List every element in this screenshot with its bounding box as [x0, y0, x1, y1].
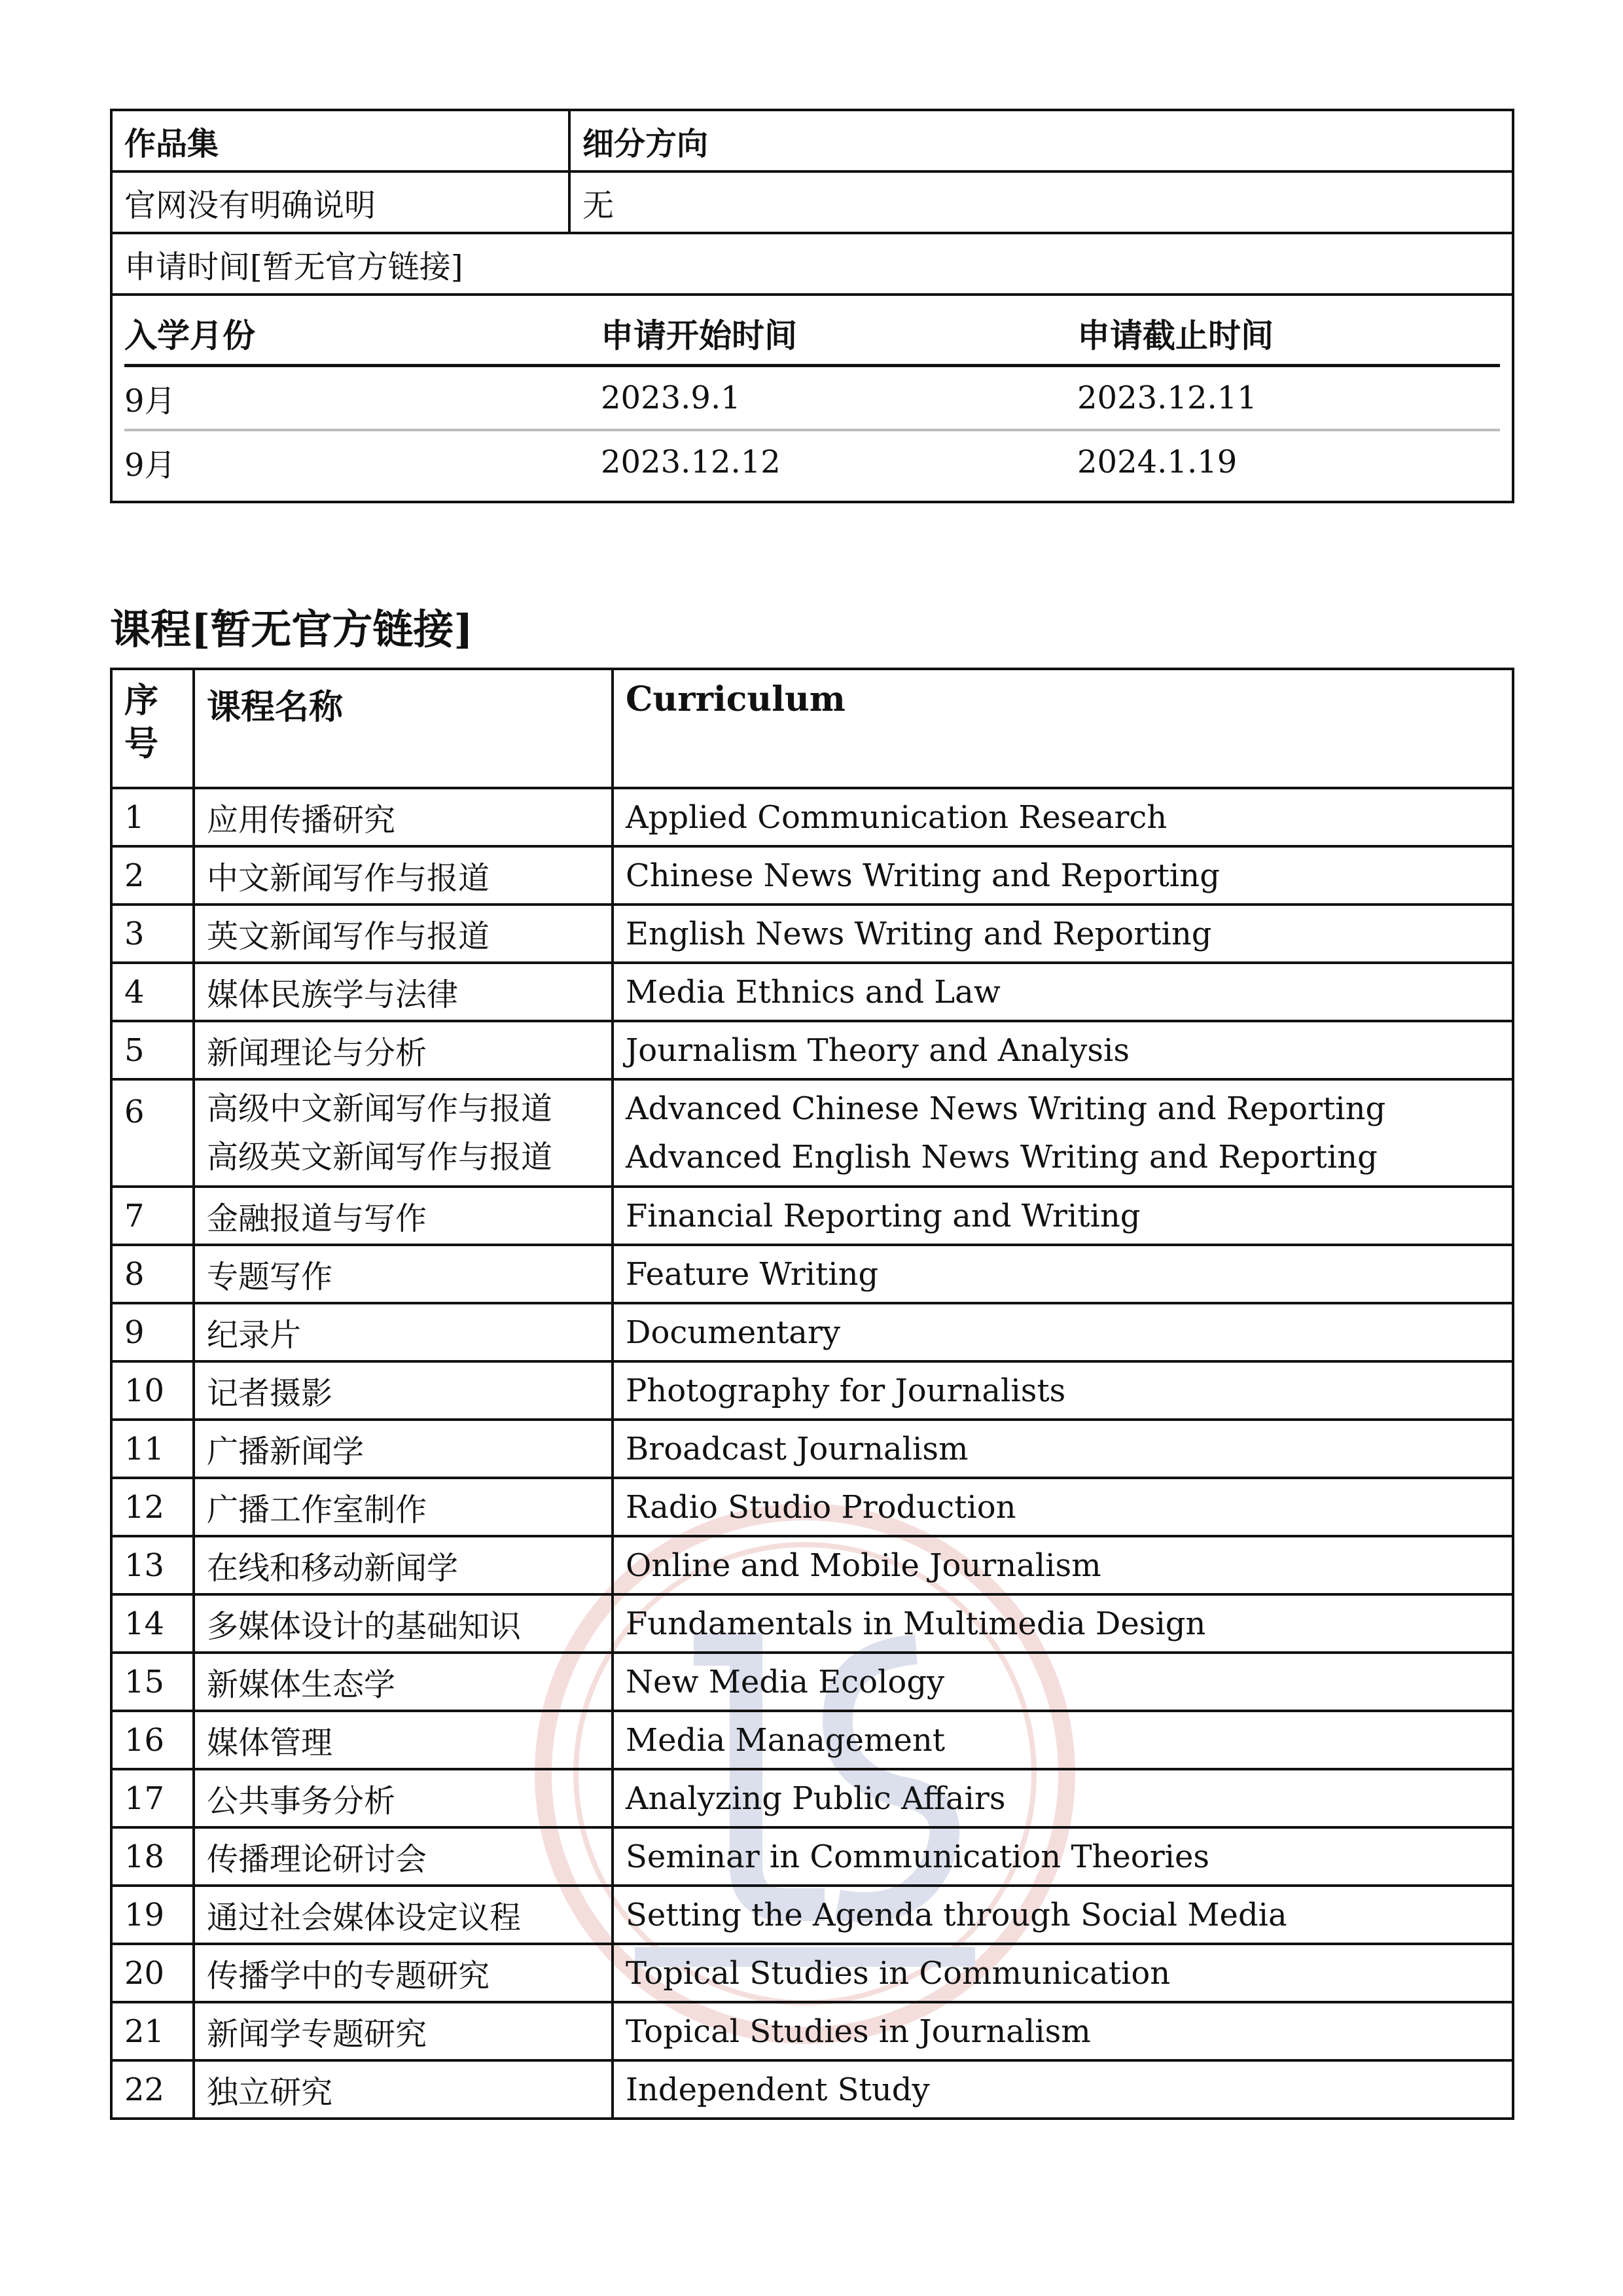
course-name-en: Independent Study: [613, 2060, 1513, 2119]
course-name-cn: 新闻理论与分析: [194, 1021, 613, 1079]
intake-month-header: 入学月份: [124, 302, 601, 366]
course-row: [111, 1886, 1513, 1944]
subfield-header: 细分方向: [569, 110, 1513, 171]
course-name-cn: 记者摄影: [194, 1361, 613, 1420]
course-row: [111, 1420, 1513, 1478]
portfolio-value: 官网没有明确说明: [111, 171, 569, 233]
course-name-cn: 传播理论研讨会: [194, 1827, 613, 1886]
course-name-cn: 独立研究: [194, 2060, 613, 2119]
course-number: 19: [111, 1886, 194, 1944]
course-row: [111, 1303, 1513, 1361]
course-name-en: Topical Studies in Communication: [613, 1944, 1513, 2002]
course-name-cn: 专题写作: [194, 1245, 613, 1303]
course-row: [111, 2060, 1513, 2119]
dates-row: [124, 430, 1500, 493]
course-name-cn: 金融报道与写作: [194, 1187, 613, 1245]
course-number: 5: [111, 1021, 194, 1079]
course-name-en: Online and Mobile Journalism: [613, 1536, 1513, 1594]
course-name-en: Media Management: [613, 1711, 1513, 1769]
course-row: [111, 1079, 1513, 1187]
course-row: [111, 1769, 1513, 1827]
course-name-cn: 新闻学专题研究: [194, 2002, 613, 2060]
course-name-en: Applied Communication Research: [613, 788, 1513, 846]
course-number: 21: [111, 2002, 194, 2060]
deadline-header: 申请截止时间: [1077, 302, 1500, 366]
course-name-cn: 通过社会媒体设定议程: [194, 1886, 613, 1944]
course-name-en-line: Advanced English News Writing and Reporting: [626, 1139, 1378, 1175]
course-name-en: Topical Studies in Journalism: [613, 2002, 1513, 2060]
course-name-en: Broadcast Journalism: [613, 1420, 1513, 1478]
course-name-cn: 中文新闻写作与报道: [194, 846, 613, 905]
course-name-header: 课程名称: [194, 669, 613, 788]
course-name-en: New Media Ecology: [613, 1653, 1513, 1711]
course-name-cn: 应用传播研究: [194, 788, 613, 846]
course-name-cn: [194, 1079, 613, 1187]
course-row: [111, 1478, 1513, 1536]
course-name-cn-line: 高级英文新闻写作与报道: [207, 1139, 553, 1175]
course-number: 9: [111, 1303, 194, 1361]
course-row: [111, 963, 1513, 1021]
start-date: 2023.9.1: [601, 366, 1077, 431]
course-number: 10: [111, 1361, 194, 1420]
course-row: [111, 1827, 1513, 1886]
course-name-cn: 多媒体设计的基础知识: [194, 1594, 613, 1653]
course-number: 3: [111, 905, 194, 963]
course-row: [111, 1187, 1513, 1245]
course-name-cn-line: 高级中文新闻写作与报道: [207, 1090, 553, 1127]
course-name-cn: 广播工作室制作: [194, 1478, 613, 1536]
course-row: [111, 1594, 1513, 1653]
course-name-cn: 广播新闻学: [194, 1420, 613, 1478]
course-name-cn: 传播学中的专题研究: [194, 1944, 613, 2002]
course-name-en: [613, 1079, 1513, 1187]
course-name-en: Journalism Theory and Analysis: [613, 1021, 1513, 1079]
course-number: 12: [111, 1478, 194, 1536]
course-number: 8: [111, 1245, 194, 1303]
dates-row: [124, 366, 1500, 431]
course-section-title: 课程[暂无官方链接]: [110, 605, 473, 653]
course-row: [111, 1711, 1513, 1769]
course-name-cn: 英文新闻写作与报道: [194, 905, 613, 963]
course-name-en: Photography for Journalists: [613, 1361, 1513, 1420]
course-name-en: Fundamentals in Multimedia Design: [613, 1594, 1513, 1653]
course-number: 17: [111, 1769, 194, 1827]
deadline: 2023.12.11: [1077, 366, 1500, 431]
intake-month: 9月: [124, 446, 176, 484]
course-number: 18: [111, 1827, 194, 1886]
course-number: 4: [111, 963, 194, 1021]
course-row: [111, 1361, 1513, 1420]
application-time-title: 申请时间[暂无官方链接]: [111, 233, 1513, 295]
course-row: [111, 1536, 1513, 1594]
course-row: [111, 1944, 1513, 2002]
course-name-en: Radio Studio Production: [613, 1478, 1513, 1536]
deadline: 2024.1.19: [1077, 444, 1238, 480]
course-number: 13: [111, 1536, 194, 1594]
course-name-en-line: Advanced Chinese News Writing and Reporting: [626, 1090, 1386, 1127]
course-name-en: Feature Writing: [613, 1245, 1513, 1303]
course-number: 6: [111, 1079, 194, 1187]
course-number: 2: [111, 846, 194, 905]
course-name-en: Financial Reporting and Writing: [613, 1187, 1513, 1245]
course-name-cn: 纪录片: [194, 1303, 613, 1361]
course-name-cn: 在线和移动新闻学: [194, 1536, 613, 1594]
start-date: 2023.12.12: [601, 444, 781, 480]
application-dates-container: [111, 295, 1513, 502]
course-name-en: Documentary: [613, 1303, 1513, 1361]
course-row: [111, 1245, 1513, 1303]
course-number: 15: [111, 1653, 194, 1711]
intake-month: 9月: [124, 366, 601, 431]
course-name-cn: 媒体民族学与法律: [194, 963, 613, 1021]
course-number: 20: [111, 1944, 194, 2002]
course-row: [111, 1021, 1513, 1079]
course-name-cn: 媒体管理: [194, 1711, 613, 1769]
course-name-en: Analyzing Public Affairs: [613, 1769, 1513, 1827]
course-number: 16: [111, 1711, 194, 1769]
course-number: 14: [111, 1594, 194, 1653]
course-name-en: Chinese News Writing and Reporting: [613, 846, 1513, 905]
course-row: [111, 905, 1513, 963]
course-row: [111, 1653, 1513, 1711]
course-name-en: Media Ethnics and Law: [613, 963, 1513, 1021]
start-date-header: 申请开始时间: [601, 302, 1077, 366]
course-number: 22: [111, 2060, 194, 2119]
curriculum-header: Curriculum: [613, 669, 1513, 788]
subfield-value: 无: [569, 171, 1513, 233]
course-name-cn: 公共事务分析: [194, 1769, 613, 1827]
application-info-table: [110, 109, 1514, 503]
application-dates-table: [124, 302, 1500, 493]
course-name-en: Setting the Agenda through Social Media: [613, 1886, 1513, 1944]
course-number: 1: [111, 788, 194, 846]
course-row: [111, 788, 1513, 846]
course-name-en: English News Writing and Reporting: [613, 905, 1513, 963]
portfolio-header: 作品集: [111, 110, 569, 171]
course-row: [111, 846, 1513, 905]
course-name-cn: 新媒体生态学: [194, 1653, 613, 1711]
course-table: [110, 668, 1514, 2120]
course-name-en: Seminar in Communication Theories: [613, 1827, 1513, 1886]
course-number: 7: [111, 1187, 194, 1245]
course-number: 11: [111, 1420, 194, 1478]
num-header: 序号: [111, 669, 194, 788]
course-row: [111, 2002, 1513, 2060]
